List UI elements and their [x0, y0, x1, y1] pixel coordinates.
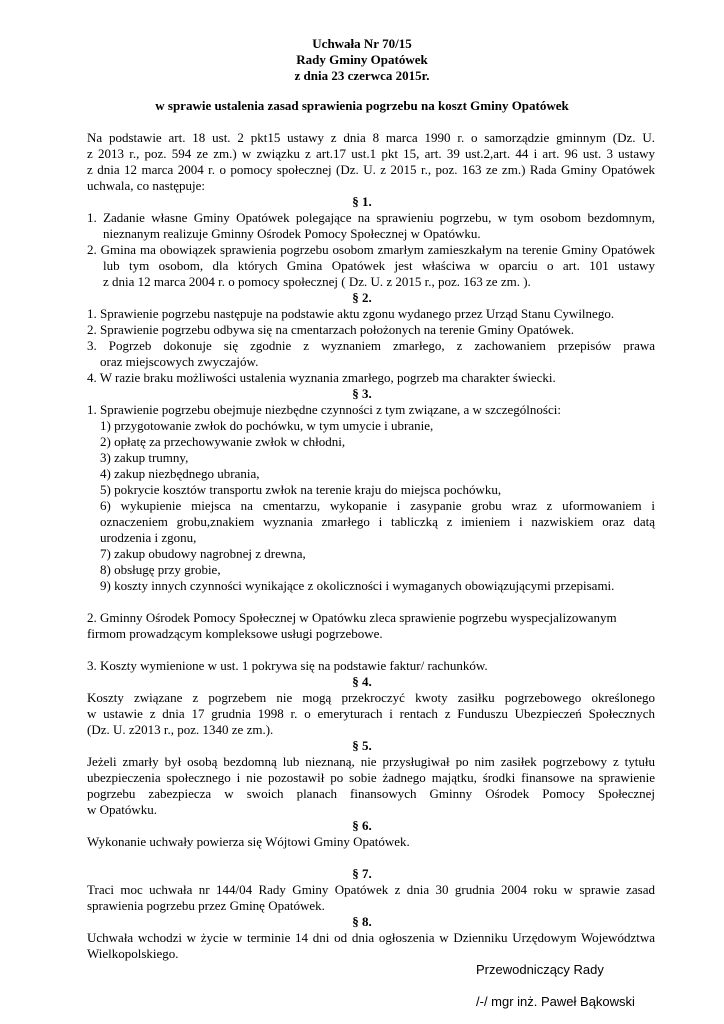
section-2-item: 1. Sprawienie pogrzebu następuje na podstawie aktu zgonu wydanego przez Urząd Stanu Cywilnego.	[87, 306, 615, 321]
section-4-line: Koszty związane z pogrzebem nie mogą przekroczyć kwoty zasiłku pogrzebowego określonego	[87, 690, 655, 705]
section-7-line: sprawienia pogrzebu przez Gminę Opatówek.	[87, 898, 325, 913]
section-3-list-item: 2) opłatę za przechowywanie zwłok w chłodni,	[100, 434, 346, 449]
section-3-list-item: 1) przygotowanie zwłok do pochówku, w tym umycie i ubranie,	[100, 418, 434, 433]
section-8-line: Uchwała wchodzi w życie w terminie 14 dni od dnia ogłoszenia w Dzienniku Urzędowym Województwa	[87, 930, 655, 945]
section-4-line: (Dz. U. z2013 r., poz. 1340 ze zm.).	[87, 722, 274, 737]
section-1-item-cont: z dnia 12 marca 2004 r. o pomocy społecznej ( Dz. U. z 2015 r., poz. 163 ze zm. ).	[103, 274, 531, 289]
section-3-intro: 1. Sprawienie pogrzebu obejmuje niezbędne czynności z tym związane, a w szczególności:	[87, 402, 561, 417]
section-1-title: § 1.	[352, 194, 372, 209]
resolution-subject: w sprawie ustalenia zasad sprawienia pogrzebu na koszt Gminy Opatówek	[155, 98, 569, 113]
section-3-title: § 3.	[352, 386, 372, 401]
preamble-line: z dnia 12 marca 2004 r. o pomocy społecznej (Dz. U. z 2015 r., poz. 163 ze zm.) Rada Gminy Opatówek	[87, 162, 655, 177]
section-1-item: 2. Gmina ma obowiązek sprawienia pogrzebu osobom zmarłym zamieszkałym na terenie Gminy Opatówek	[87, 242, 655, 257]
section-2-item: 2. Sprawienie pogrzebu odbywa się na cmentarzach położonych na terenie Gminy Opatówek.	[87, 322, 574, 337]
resolution-date: z dnia 23 czerwca 2015r.	[294, 68, 430, 83]
preamble-line: z 2013 r., poz. 594 ze zm.) w związku z art.17 ust.1 pkt 15, art. 39 ust.2,art. 44 i art. 96 ust. 3 ustawy	[87, 146, 655, 161]
section-6-title: § 6.	[352, 818, 372, 833]
section-2-item: 4. W razie braku możliwości ustalenia wyznania zmarłego, pogrzeb ma charakter świecki.	[87, 370, 556, 385]
signature-role: Przewodniczący Rady	[476, 962, 604, 977]
section-1-item-cont: lub tym osobom, dla których Gmina Opatówek jest właściwa w oparciu o art. 101 ustawy	[103, 258, 655, 273]
section-8-title: § 8.	[352, 914, 372, 929]
section-4-title: § 4.	[352, 674, 372, 689]
preamble-line: Na podstawie art. 18 ust. 2 pkt15 ustawy z dnia 8 marca 1990 r. o samorządzie gminnym (Dz. U.	[87, 130, 655, 145]
section-3-paragraph-2-cont: firmom prowadzącym kompleksowe usługi pogrzebowe.	[87, 626, 383, 641]
section-3-list-item: 4) zakup niezbędnego ubrania,	[100, 466, 260, 481]
section-3-list-item: 9) koszty innych czynności wynikające z okoliczności i wymaganych obowiązującymi przepisami.	[100, 578, 615, 593]
section-6-text: Wykonanie uchwały powierza się Wójtowi Gminy Opatówek.	[87, 834, 410, 849]
section-5-line: ubezpieczenia społecznego i nie pozostawił po sobie żadnego majątku, środki finansowe na sprawienie	[87, 770, 655, 785]
preamble-line: uchwala, co następuje:	[87, 178, 206, 193]
section-3-list-item: 7) zakup obudowy nagrobnej z drewna,	[100, 546, 306, 561]
section-5-line: w Opatówku.	[87, 802, 158, 817]
section-7-line: Traci moc uchwała nr 144/04 Rady Gminy Opatówek z dnia 30 grudnia 2004 roku w sprawie zasad	[87, 882, 655, 897]
section-3-list-item: 5) pokrycie kosztów transportu zwłok na terenie kraju do miejsca pochówku,	[100, 482, 502, 497]
section-5-title: § 5.	[352, 738, 372, 753]
signature-name: /-/ mgr inż. Paweł Bąkowski	[476, 994, 635, 1009]
section-7-title: § 7.	[352, 866, 372, 881]
section-1-item-cont: nieznanym realizuje Gminny Ośrodek Pomocy Społecznej w Opatówku.	[103, 226, 481, 241]
section-3-list-item: 8) obsługę przy grobie,	[100, 562, 221, 577]
section-3-list-item-cont: urodzenia i zgonu,	[100, 530, 197, 545]
section-3-paragraph-3: 3. Koszty wymienione w ust. 1 pokrywa się na podstawie faktur/ rachunków.	[87, 658, 488, 673]
section-3-list-item: 6) wykupienie miejsca na cmentarzu, wykopanie i zasypanie grobu wraz z uformowaniem i	[100, 498, 655, 513]
section-5-line: Jeżeli zmarły był osobą bezdomną lub nieznaną, nie przysługiwał po nim zasiłek pogrzebowy z tytułu	[87, 754, 655, 769]
section-3-list-item: 3) zakup trumny,	[100, 450, 189, 465]
council-name: Rady Gminy Opatówek	[296, 52, 428, 67]
section-3-paragraph-2: 2. Gminny Ośrodek Pomocy Społecznej w Opatówku zleca sprawienie pogrzebu wyspecjalizowanym	[87, 610, 617, 625]
section-2-item: 3. Pogrzeb dokonuje się zgodnie z wyznaniem zmarłego, z zachowaniem przepisów prawa	[87, 338, 655, 353]
section-2-title: § 2.	[352, 290, 372, 305]
section-1-item: 1. Zadanie własne Gminy Opatówek polegające na sprawieniu pogrzebu, w tym osobom bezdomnym,	[87, 210, 655, 225]
section-8-line: Wielkopolskiego.	[87, 946, 179, 961]
section-2-item-cont: oraz miejscowych zwyczajów.	[100, 354, 259, 369]
resolution-number: Uchwała Nr 70/15	[312, 36, 412, 51]
section-3-list-item-cont: oznaczeniem grobu,znakiem wyznania zmarłego i tabliczką z imieniem i nazwiskiem oraz datą	[100, 514, 655, 529]
section-5-line: pogrzebu zabezpiecza w swoich planach finansowych Gminny Ośrodek Pomocy Społecznej	[87, 786, 655, 801]
section-4-line: w ustawie z dnia 17 grudnia 1998 r. o emeryturach i rentach z Funduszu Ubezpieczeń Społecznych	[87, 706, 655, 721]
